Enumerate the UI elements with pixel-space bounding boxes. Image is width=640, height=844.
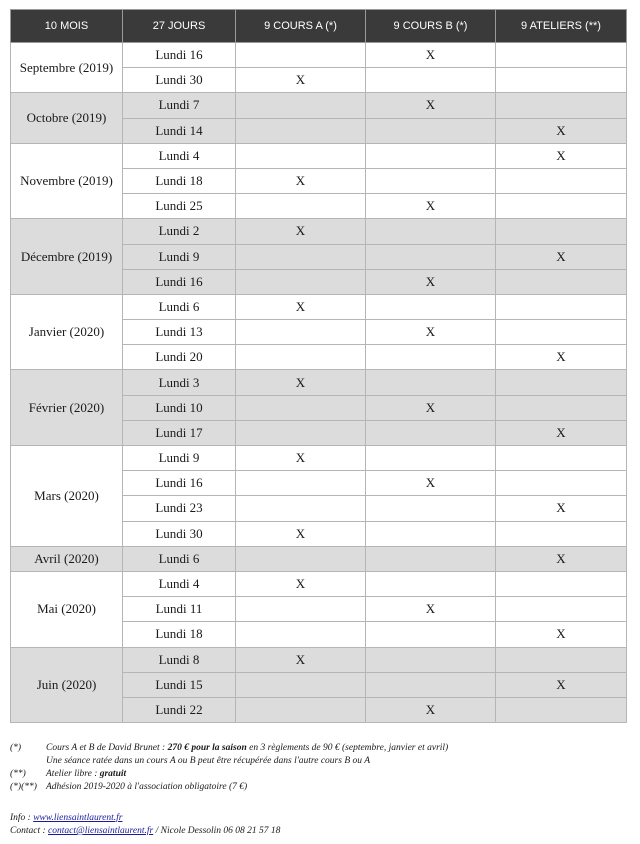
month-cell: Mars (2020) bbox=[11, 446, 123, 547]
atelier-cell: X bbox=[496, 622, 627, 647]
header-cours-a: 9 COURS A (*) bbox=[236, 10, 366, 43]
schedule-row bbox=[11, 546, 627, 571]
atelier-cell bbox=[496, 471, 627, 496]
header-ateliers: 9 ATELIERS (**) bbox=[496, 10, 627, 43]
day-cell: Lundi 7 bbox=[123, 93, 236, 118]
footnote-text: Adhésion 2019-2020 à l'association obligatoire (7 €) bbox=[46, 782, 248, 792]
cours-b-cell bbox=[366, 294, 496, 319]
atelier-cell bbox=[496, 320, 627, 345]
contact-block bbox=[10, 812, 280, 838]
cours-b-cell bbox=[366, 622, 496, 647]
cours-a-cell: X bbox=[236, 68, 366, 93]
schedule-row bbox=[11, 571, 627, 596]
schedule-table bbox=[10, 9, 627, 723]
day-cell: Lundi 2 bbox=[123, 219, 236, 244]
cours-b-cell bbox=[366, 672, 496, 697]
cours-b-cell: X bbox=[366, 43, 496, 68]
cours-a-cell bbox=[236, 320, 366, 345]
atelier-cell bbox=[496, 168, 627, 193]
day-cell: Lundi 30 bbox=[123, 521, 236, 546]
atelier-cell bbox=[496, 93, 627, 118]
month-cell: Janvier (2020) bbox=[11, 294, 123, 370]
footnote-text: Une séance ratée dans un cours A ou B peut être récupérée dans l'autre cours B ou A bbox=[46, 756, 371, 766]
day-cell: Lundi 22 bbox=[123, 697, 236, 722]
cours-a-cell bbox=[236, 420, 366, 445]
month-cell: Septembre (2019) bbox=[11, 43, 123, 93]
footnote-adhesion bbox=[10, 781, 448, 794]
atelier-cell bbox=[496, 269, 627, 294]
day-cell: Lundi 18 bbox=[123, 622, 236, 647]
schedule-row bbox=[11, 294, 627, 319]
footnote-cours-line2 bbox=[10, 755, 448, 768]
atelier-cell: X bbox=[496, 672, 627, 697]
cours-b-cell bbox=[366, 219, 496, 244]
contact-label: Contact : bbox=[10, 826, 48, 836]
cours-a-cell bbox=[236, 244, 366, 269]
cours-b-cell: X bbox=[366, 697, 496, 722]
cours-b-cell: X bbox=[366, 320, 496, 345]
cours-a-cell bbox=[236, 269, 366, 294]
cours-a-cell bbox=[236, 143, 366, 168]
month-cell: Avril (2020) bbox=[11, 546, 123, 571]
cours-a-cell bbox=[236, 43, 366, 68]
day-cell: Lundi 16 bbox=[123, 269, 236, 294]
footnote-marker: (*) bbox=[10, 743, 22, 753]
cours-b-cell bbox=[366, 647, 496, 672]
schedule-row bbox=[11, 219, 627, 244]
day-cell: Lundi 4 bbox=[123, 571, 236, 596]
month-cell: Février (2020) bbox=[11, 370, 123, 446]
month-cell: Décembre (2019) bbox=[11, 219, 123, 295]
website-link[interactable]: www.liensaintlaurent.fr bbox=[33, 813, 123, 823]
atelier-cell bbox=[496, 597, 627, 622]
month-cell: Mai (2020) bbox=[11, 571, 123, 647]
atelier-cell bbox=[496, 43, 627, 68]
day-cell: Lundi 4 bbox=[123, 143, 236, 168]
header-days: 27 JOURS bbox=[123, 10, 236, 43]
atelier-cell bbox=[496, 571, 627, 596]
atelier-cell bbox=[496, 370, 627, 395]
atelier-cell bbox=[496, 68, 627, 93]
cours-b-cell bbox=[366, 168, 496, 193]
atelier-cell bbox=[496, 521, 627, 546]
footnote-marker: (**) bbox=[10, 769, 26, 779]
cours-b-cell: X bbox=[366, 597, 496, 622]
schedule-row bbox=[11, 370, 627, 395]
day-cell: Lundi 30 bbox=[123, 68, 236, 93]
month-cell: Octobre (2019) bbox=[11, 93, 123, 143]
cours-a-cell: X bbox=[236, 446, 366, 471]
day-cell: Lundi 18 bbox=[123, 168, 236, 193]
schedule-row bbox=[11, 43, 627, 68]
day-cell: Lundi 11 bbox=[123, 597, 236, 622]
day-cell: Lundi 6 bbox=[123, 294, 236, 319]
atelier-cell bbox=[496, 219, 627, 244]
cours-a-cell bbox=[236, 697, 366, 722]
month-cell: Juin (2020) bbox=[11, 647, 123, 723]
cours-b-cell bbox=[366, 118, 496, 143]
atelier-cell: X bbox=[496, 496, 627, 521]
cours-b-cell bbox=[366, 546, 496, 571]
atelier-cell bbox=[496, 395, 627, 420]
cours-b-cell bbox=[366, 420, 496, 445]
cours-a-cell: X bbox=[236, 370, 366, 395]
cours-b-cell bbox=[366, 571, 496, 596]
header-cours-b: 9 COURS B (*) bbox=[366, 10, 496, 43]
header-row bbox=[11, 10, 627, 43]
footnote-text bbox=[46, 742, 448, 755]
day-cell: Lundi 16 bbox=[123, 471, 236, 496]
cours-a-cell: X bbox=[236, 571, 366, 596]
day-cell: Lundi 15 bbox=[123, 672, 236, 697]
day-cell: Lundi 25 bbox=[123, 194, 236, 219]
schedule-body bbox=[11, 43, 627, 723]
day-cell: Lundi 14 bbox=[123, 118, 236, 143]
email-link[interactable]: contact@liensaintlaurent.fr bbox=[48, 826, 154, 836]
atelier-cell: X bbox=[496, 345, 627, 370]
day-cell: Lundi 16 bbox=[123, 43, 236, 68]
cours-b-cell: X bbox=[366, 471, 496, 496]
cours-a-cell: X bbox=[236, 521, 366, 546]
free-highlight: gratuit bbox=[99, 769, 127, 779]
cours-b-cell bbox=[366, 244, 496, 269]
footnote-atelier bbox=[10, 768, 448, 781]
day-cell: Lundi 8 bbox=[123, 647, 236, 672]
month-cell: Novembre (2019) bbox=[11, 143, 123, 219]
cours-a-cell: X bbox=[236, 294, 366, 319]
cours-b-cell bbox=[366, 521, 496, 546]
footnote-text-part: Atelier libre : bbox=[46, 769, 100, 779]
cours-a-cell bbox=[236, 118, 366, 143]
atelier-cell bbox=[496, 294, 627, 319]
info-line bbox=[10, 812, 280, 825]
atelier-cell: X bbox=[496, 546, 627, 571]
atelier-cell: X bbox=[496, 143, 627, 168]
atelier-cell: X bbox=[496, 244, 627, 269]
cours-b-cell bbox=[366, 143, 496, 168]
schedule-row bbox=[11, 647, 627, 672]
schedule-row bbox=[11, 143, 627, 168]
day-cell: Lundi 10 bbox=[123, 395, 236, 420]
day-cell: Lundi 3 bbox=[123, 370, 236, 395]
cours-a-cell bbox=[236, 471, 366, 496]
footnotes bbox=[10, 742, 448, 794]
day-cell: Lundi 6 bbox=[123, 546, 236, 571]
footnote-text bbox=[46, 768, 126, 781]
atelier-cell bbox=[496, 697, 627, 722]
cours-b-cell: X bbox=[366, 395, 496, 420]
atelier-cell: X bbox=[496, 420, 627, 445]
cours-a-cell bbox=[236, 194, 366, 219]
cours-a-cell: X bbox=[236, 647, 366, 672]
cours-b-cell: X bbox=[366, 194, 496, 219]
atelier-cell bbox=[496, 446, 627, 471]
cours-b-cell bbox=[366, 345, 496, 370]
day-cell: Lundi 9 bbox=[123, 446, 236, 471]
day-cell: Lundi 13 bbox=[123, 320, 236, 345]
footnote-text-part: en 3 règlements de 90 € (septembre, janvier et avril) bbox=[246, 743, 449, 753]
cours-a-cell bbox=[236, 672, 366, 697]
contact-phone: / Nicole Dessolin 06 08 21 57 18 bbox=[153, 826, 281, 836]
cours-b-cell bbox=[366, 68, 496, 93]
cours-b-cell bbox=[366, 496, 496, 521]
footnote-text-part: Cours A et B de David Brunet : bbox=[46, 743, 168, 753]
cours-a-cell bbox=[236, 395, 366, 420]
day-cell: Lundi 23 bbox=[123, 496, 236, 521]
footnote-cours bbox=[10, 742, 448, 755]
cours-a-cell: X bbox=[236, 219, 366, 244]
day-cell: Lundi 20 bbox=[123, 345, 236, 370]
cours-a-cell bbox=[236, 496, 366, 521]
contact-line bbox=[10, 825, 280, 838]
header-months: 10 MOIS bbox=[11, 10, 123, 43]
cours-a-cell: X bbox=[236, 168, 366, 193]
day-cell: Lundi 9 bbox=[123, 244, 236, 269]
schedule-row bbox=[11, 446, 627, 471]
atelier-cell bbox=[496, 647, 627, 672]
cours-a-cell bbox=[236, 622, 366, 647]
atelier-cell: X bbox=[496, 118, 627, 143]
cours-b-cell: X bbox=[366, 93, 496, 118]
atelier-cell bbox=[496, 194, 627, 219]
price-highlight: 270 € pour la saison bbox=[167, 743, 247, 753]
cours-b-cell: X bbox=[366, 269, 496, 294]
cours-b-cell bbox=[366, 446, 496, 471]
schedule-row bbox=[11, 93, 627, 118]
info-label: Info : bbox=[10, 813, 34, 823]
cours-a-cell bbox=[236, 93, 366, 118]
footnote-marker: (*)(**) bbox=[10, 782, 37, 792]
day-cell: Lundi 17 bbox=[123, 420, 236, 445]
cours-a-cell bbox=[236, 546, 366, 571]
cours-a-cell bbox=[236, 597, 366, 622]
cours-b-cell bbox=[366, 370, 496, 395]
cours-a-cell bbox=[236, 345, 366, 370]
